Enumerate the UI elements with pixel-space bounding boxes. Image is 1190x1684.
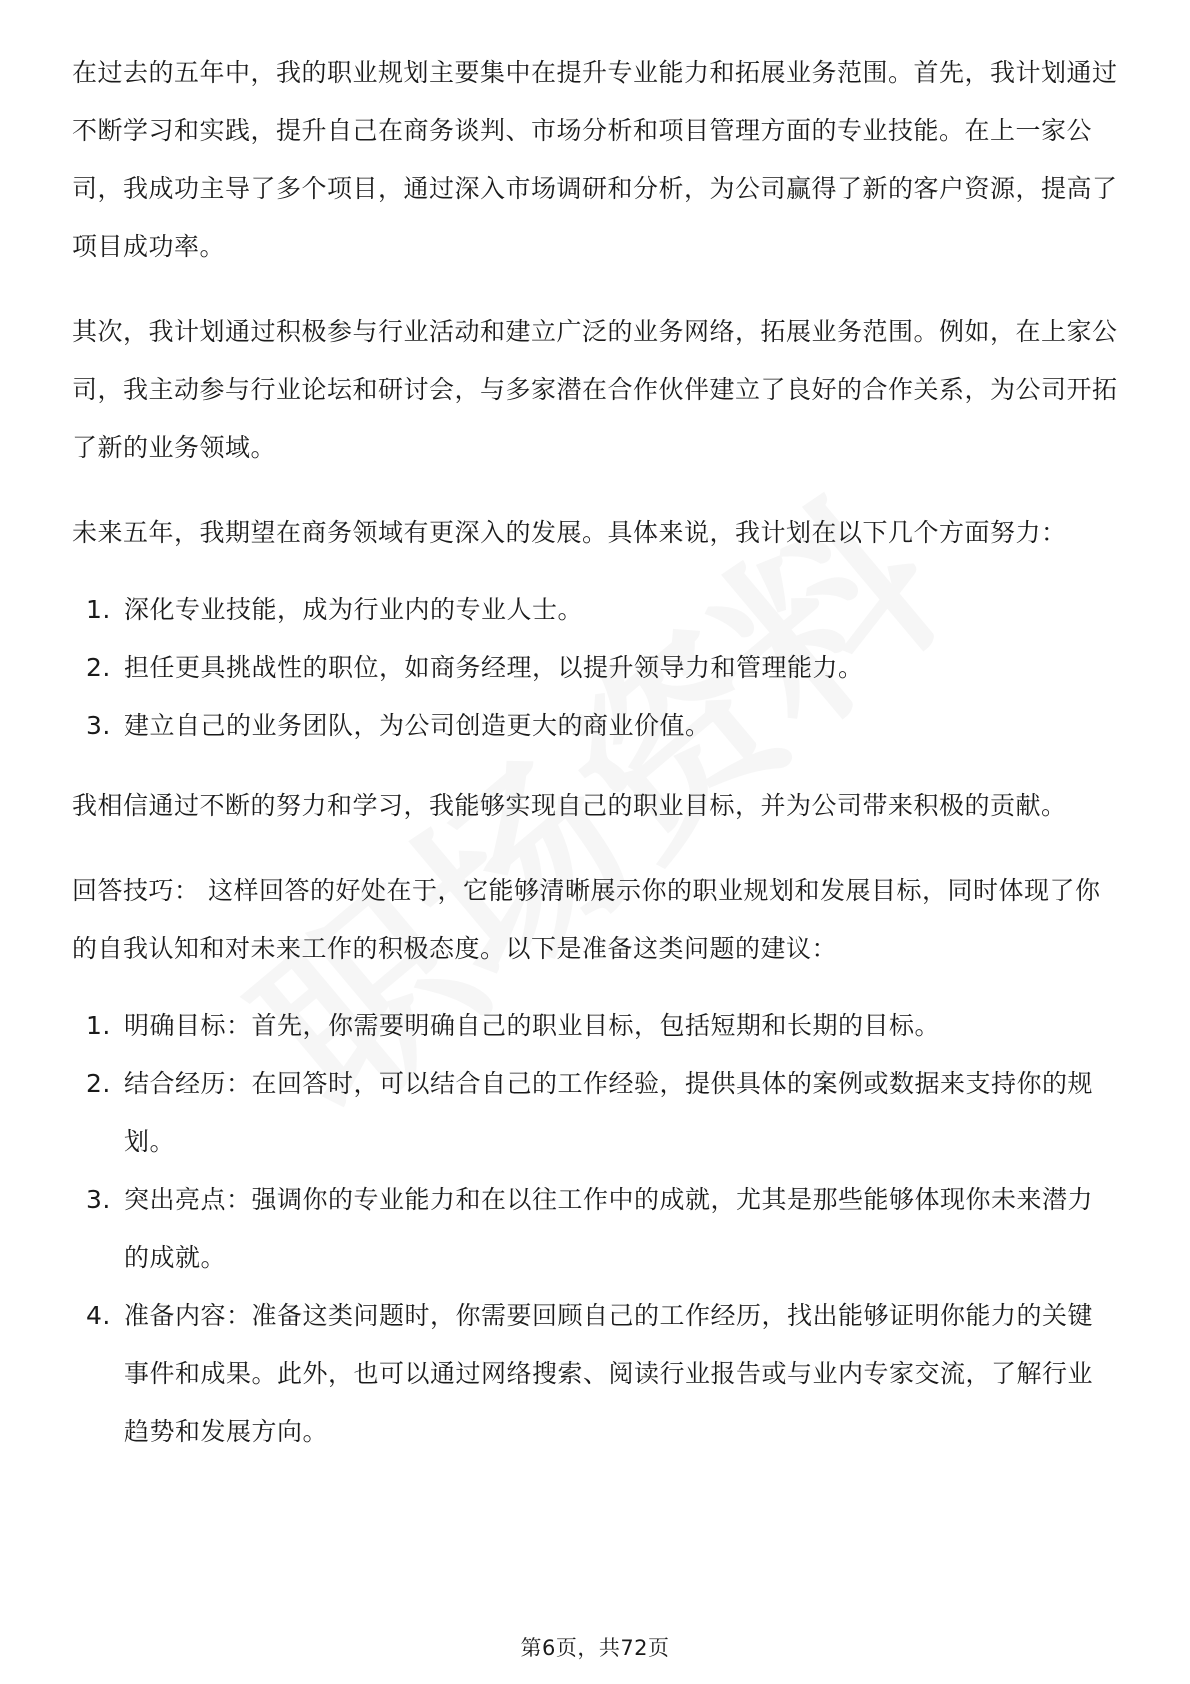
list-item [72,697,1118,755]
list-item-number: 1. [86,595,111,624]
paragraph-business-network: 其次，我计划通过积极参与行业活动和建立广泛的业务网络，拓展业务范围。例如，在上家公司，我主动参与行业论坛和研讨会，与多家潜在合作伙伴建立了良好的合作关系，为公司开拓了新的业务领域。 [72,317,1118,462]
list-item-number: 3. [86,711,111,740]
list-item-number: 2. [86,1069,111,1098]
future-goals-list [72,581,1118,755]
list-item [72,1055,1118,1171]
paragraph-future-plan: 未来五年，我期望在商务领域有更深入的发展。具体来说，我计划在以下几个方面努力： [72,518,1067,547]
list-item [72,639,1118,697]
list-item-text: 结合经历：在回答时，可以结合自己的工作经验，提供具体的案例或数据来支持你的规划。 [124,1069,1094,1156]
document-body [72,44,1118,1483]
list-item-text: 准备内容：准备这类问题时，你需要回顾自己的工作经历，找出能够证明你能力的关键事件和成果。此外，也可以通过网络搜索、阅读行业报告或与业内专家交流，了解行业趋势和发展方向。 [124,1301,1094,1446]
list-item [72,581,1118,639]
list-item-text: 担任更具挑战性的职位，如商务经理，以提升领导力和管理能力。 [124,653,864,682]
list-item [72,1287,1118,1461]
list-item-text: 明确目标：首先，你需要明确自己的职业目标，包括短期和长期的目标。 [124,1011,941,1040]
list-item-number: 1. [86,1011,111,1040]
list-item-number: 3. [86,1185,111,1214]
list-item-number: 2. [86,653,111,682]
list-item-text: 突出亮点：强调你的专业能力和在以往工作中的成就，尤其是那些能够体现你未来潜力的成就。 [124,1185,1094,1272]
list-item-text: 建立自己的业务团队，为公司创造更大的商业价值。 [124,711,711,740]
paragraph-answer-tips: 回答技巧： 这样回答的好处在于，它能够清晰展示你的职业规划和发展目标，同时体现了你的自我认知和对未来工作的积极态度。以下是准备这类问题的建议： [72,876,1101,963]
list-item [72,1171,1118,1287]
list-item-number: 4. [86,1301,111,1330]
paragraph-past-plan: 在过去的五年中，我的职业规划主要集中在提升专业能力和拓展业务范围。首先，我计划通过不断学习和实践，提升自己在商务谈判、市场分析和项目管理方面的专业技能。在上一家公司，我成功主导了多个项目，通过深入市场调研和分析，为公司赢得了新的客户资源，提高了项目成功率。 [72,58,1118,261]
page-number-footer: 第6页，共72页 [520,1636,670,1660]
list-item [72,997,1118,1055]
list-item-text: 深化专业技能，成为行业内的专业人士。 [124,595,584,624]
preparation-tips-list [72,997,1118,1461]
paragraph-conclusion: 我相信通过不断的努力和学习，我能够实现自己的职业目标，并为公司带来积极的贡献。 [72,791,1067,820]
